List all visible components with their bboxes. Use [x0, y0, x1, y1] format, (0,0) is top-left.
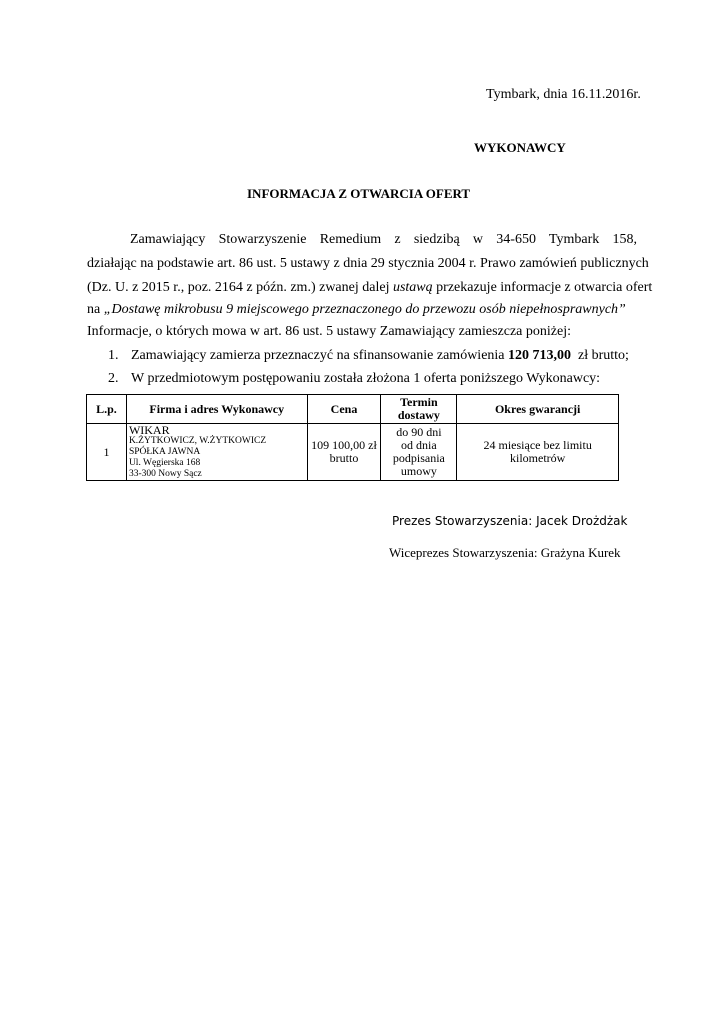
firm-city: 33-300 Nowy Sącz	[128, 468, 202, 479]
header-lp: L.p.	[87, 395, 127, 424]
list-item-2-number: 2.	[108, 371, 119, 386]
firm-owners: K.ŻYTKOWICZ, W.ŻYTKOWICZ	[128, 435, 267, 446]
list-item-1-text: Zamawiający zamierza przeznaczyć na sfinansowanie zamówienia	[131, 348, 505, 363]
price-value: 109 100,00 zł	[311, 438, 377, 452]
cell-price	[307, 424, 381, 481]
offers-table	[86, 394, 619, 481]
term-line-3: podpisania	[392, 451, 445, 465]
body-line-3-italic: ustawą	[392, 280, 433, 295]
list-item-1-suffix: zł brutto;	[578, 348, 629, 363]
cell-warranty: 24 miesiące bez limitu kilometrów	[457, 424, 619, 481]
recipient-heading: WYKONAWCY	[474, 140, 566, 155]
body-line-3-end: przekazuje informacje z otwarcia ofert	[436, 280, 653, 295]
header-price: Cena	[307, 395, 381, 424]
firm-name: WIKAR	[128, 422, 170, 437]
budget-amount: 120 713,00	[508, 348, 572, 363]
body-line-2: działając na podstawie art. 86 ust. 5 ustawy z dnia 29 stycznia 2004 r. Prawo zamówień publicznych	[87, 256, 649, 271]
firm-street: Ul. Węgierska 168	[128, 457, 201, 468]
body-line-1: Zamawiający Stowarzyszenie Remedium z siedzibą w 34-650 Tymbark 158,	[130, 232, 637, 247]
document-title: INFORMACJA Z OTWARCIA OFERT	[247, 186, 471, 201]
header-term-line-2: dostawy	[397, 408, 440, 422]
document-date: Tymbark, dnia 16.11.2016r.	[486, 87, 641, 102]
firm-type: SPÓŁKA JAWNA	[128, 446, 201, 457]
list-item-2: W przedmiotowym postępowaniu została złożona 1 oferta poniższego Wykonawcy:	[131, 371, 601, 386]
order-subject: „Dostawę mikrobusu 9 miejscowego przeznaczonego do przewozu osób niepełnosprawnych”	[103, 302, 626, 317]
body-line-4	[87, 302, 626, 318]
list-item-1	[131, 348, 629, 364]
term-line-1: do 90 dni	[396, 425, 442, 439]
header-firm: Firma i adres Wykonawcy	[126, 395, 307, 424]
cell-firm	[126, 424, 307, 481]
table-row	[87, 424, 619, 481]
body-line-3	[87, 280, 653, 296]
cell-term	[381, 424, 457, 481]
vice-president-signature: Wiceprezes Stowarzyszenia: Grażyna Kurek	[389, 545, 621, 560]
cell-lp: 1	[87, 424, 127, 481]
body-line-5: Informacje, o których mowa w art. 86 ust. 5 ustawy Zamawiający zamieszcza poniżej:	[87, 324, 571, 339]
term-line-2: od dnia	[401, 438, 437, 452]
list-item-1-number: 1.	[108, 348, 119, 363]
header-warranty: Okres gwarancji	[457, 395, 619, 424]
table-header-row	[87, 395, 619, 424]
body-line-4-start: na	[87, 302, 101, 317]
term-line-4: umowy	[400, 464, 437, 478]
header-term	[381, 395, 457, 424]
president-signature: Prezes Stowarzyszenia: Jacek Drożdżak	[392, 514, 628, 528]
body-line-3-start: (Dz. U. z 2015 r., poz. 2164 z późn. zm.) zwanej dalej	[87, 280, 390, 295]
price-suffix: brutto	[329, 451, 359, 465]
header-term-line-1: Termin	[400, 395, 438, 409]
